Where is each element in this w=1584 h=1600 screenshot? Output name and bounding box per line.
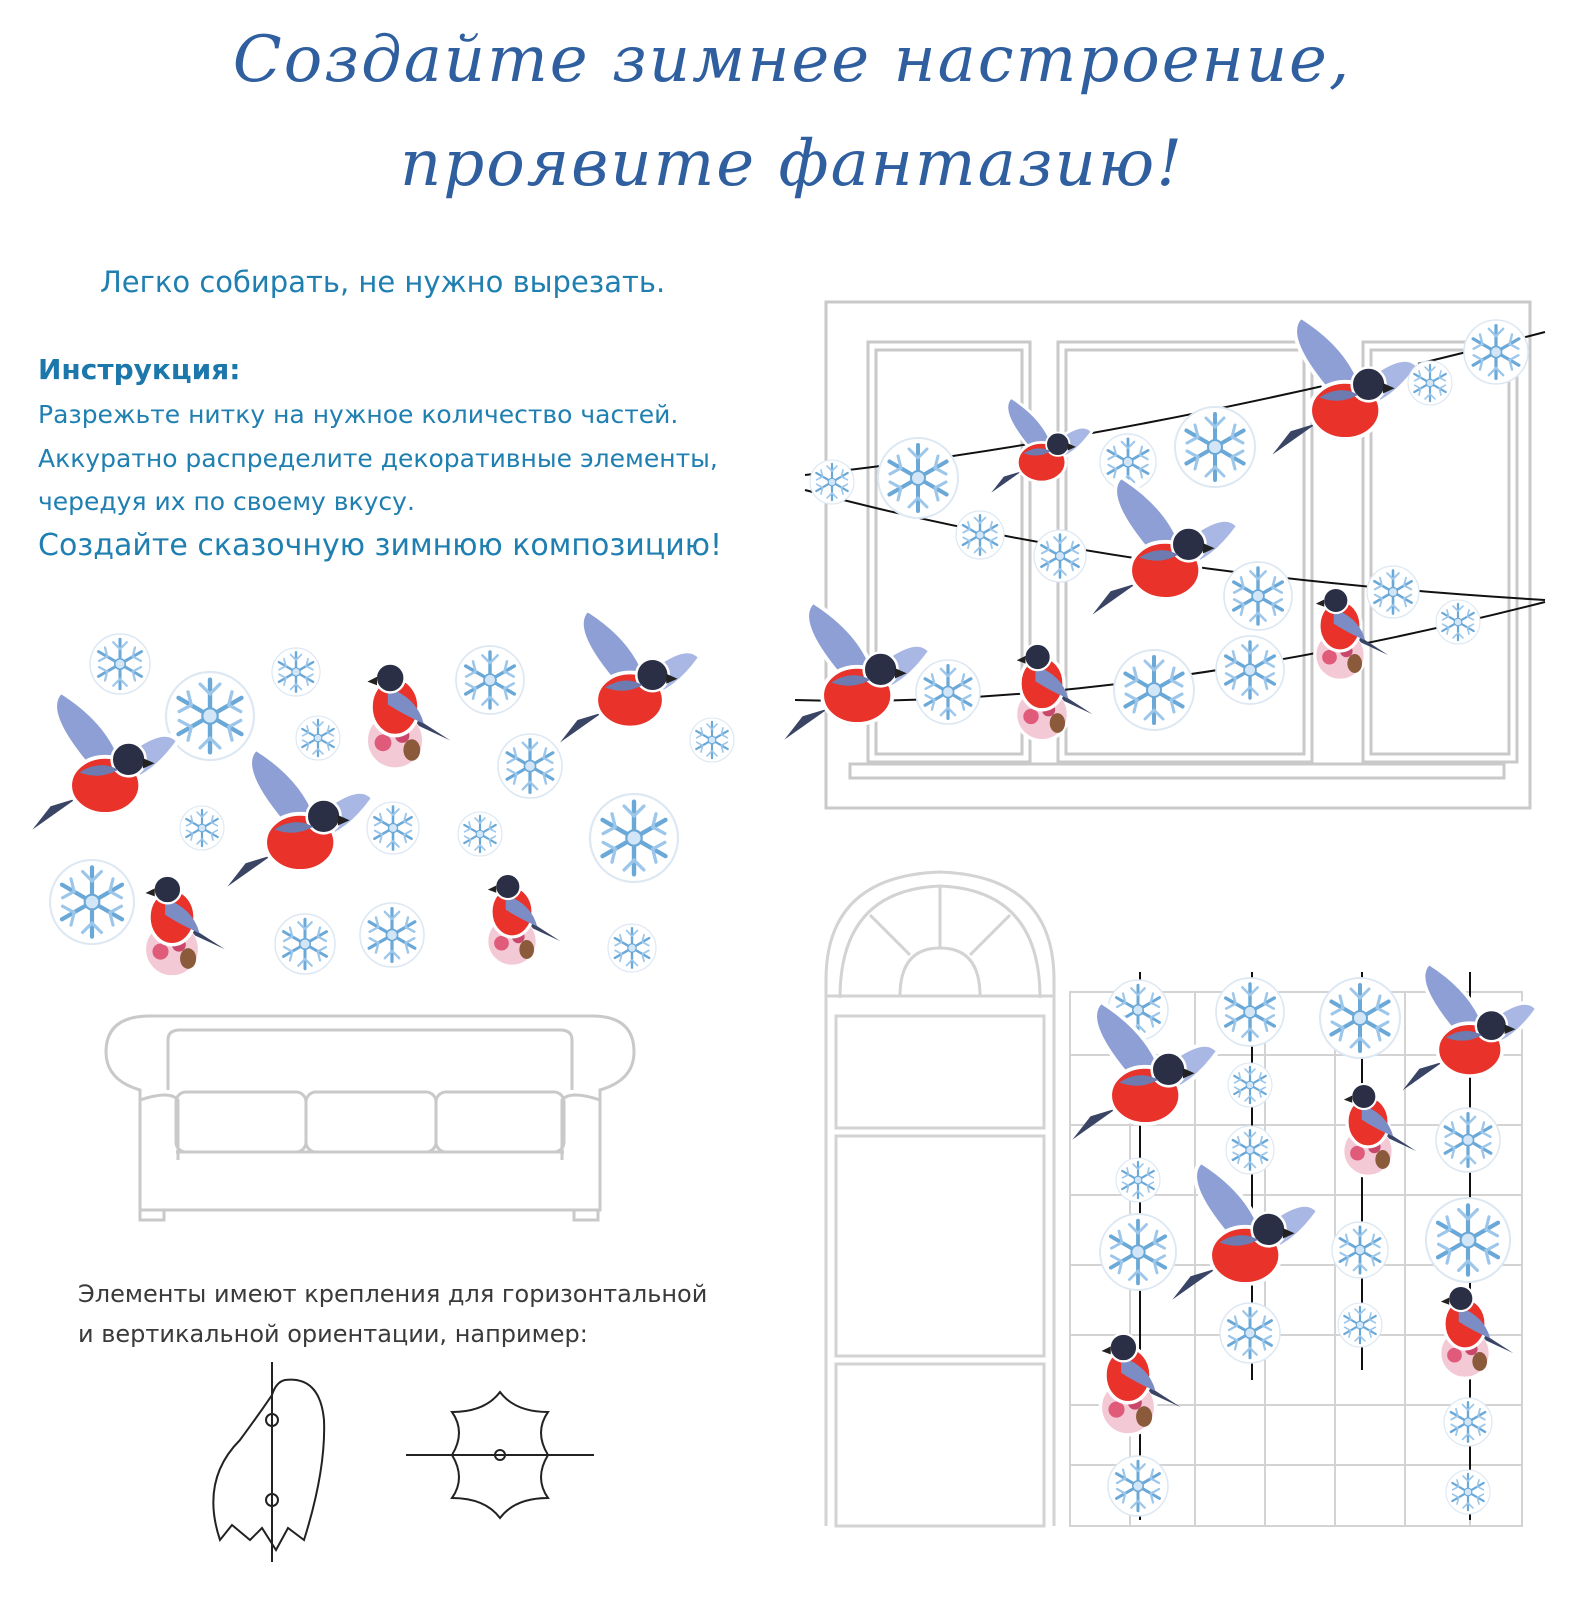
attachment-note-line-2: и вертикальной ориентации, например: (78, 1320, 588, 1348)
vertical-garland-decor (1072, 963, 1537, 1516)
sofa-illustration (106, 1016, 634, 1220)
instruction-step-1: Разрежьте нитку на нужное количество частей. (38, 400, 679, 429)
attachment-note-line-1: Элементы имеют крепления для горизонтальной (78, 1280, 708, 1308)
page-title-line-2: проявите фантазию! (400, 127, 1184, 201)
horizontal-attachment-diagram (406, 1392, 594, 1518)
instruction-step-4: Создайте сказочную зимнюю композицию! (38, 528, 722, 563)
page-title-line-1: Создайте зимнее настроение, (232, 23, 1352, 97)
instructions-heading: Инструкция: (38, 353, 241, 386)
subtitle: Легко собирать, не нужно вырезать. (100, 265, 666, 299)
scattered-decor (32, 610, 734, 977)
instruction-step-2: Аккуратно распределите декоративные элементы, (38, 444, 718, 473)
instruction-step-3: чередуя их по своему вкусу. (38, 487, 415, 516)
vertical-attachment-diagram (213, 1362, 324, 1562)
arched-window-illustration (826, 872, 1054, 1526)
garland-decor (784, 317, 1528, 741)
